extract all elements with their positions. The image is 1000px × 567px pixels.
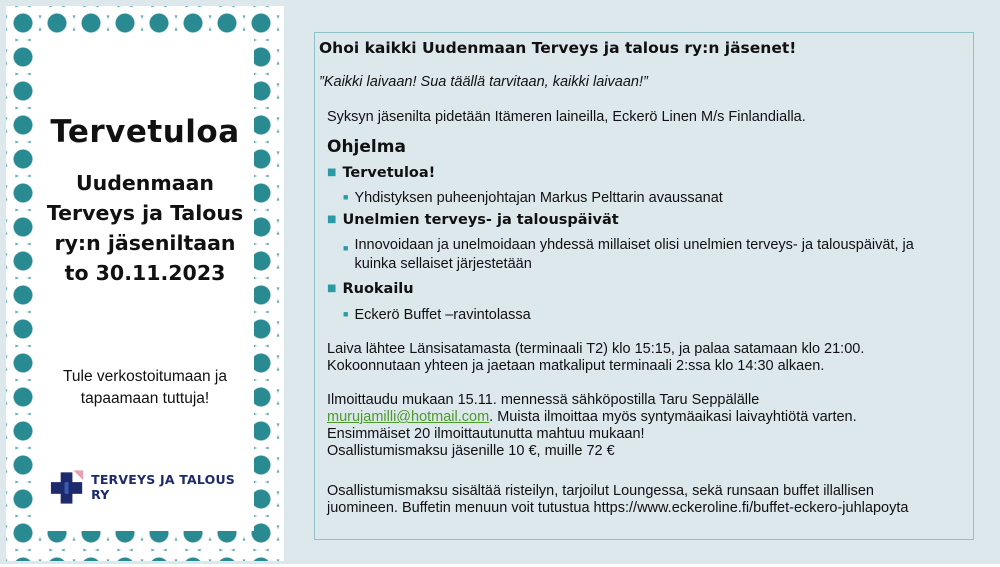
fee-details-line: juomineen. Buffetin menuun voit tutustua https://www.eckeroline.fi/buffet-eckero-juhlapoyta	[327, 500, 909, 516]
program-item	[327, 212, 619, 228]
program-detail-text: Yhdistyksen puheenjohtajan Markus Pelttarin avaussanat	[354, 190, 723, 206]
event-date: to 30.11.2023	[64, 261, 226, 285]
email-link[interactable]: murujamilli@hotmail.com	[327, 409, 490, 425]
welcome-title: Tervetuloa	[50, 114, 240, 150]
invite-line: tapaamaan tuttuja!	[80, 390, 210, 407]
program-item-title: Ruokailu	[342, 281, 414, 297]
program-detail-text: Innovoidaan ja unelmoidaan yhdessä millaiset olisi unelmien terveys- ja talouspäivät, ja kuinka sellaiset järjestetään	[354, 237, 914, 272]
program-item	[327, 165, 435, 181]
cross-logo-icon	[48, 468, 85, 506]
registration-email-line	[327, 409, 857, 426]
program-item-title: Tervetuloa!	[342, 165, 436, 181]
square-bullet-icon: ■	[327, 283, 337, 294]
registration-line: Ilmoittaudu mukaan 15.11. mennessä sähköpostilla Taru Seppälälle	[327, 392, 760, 408]
capacity-line: Ensimmäiset 20 ilmoittautunutta mahtuu mukaan!	[327, 426, 645, 442]
square-bullet-icon: ■	[343, 192, 349, 202]
headline: Ohoi kaikki Uudenmaan Terveys ja talous ry:n jäsenet!	[319, 39, 797, 57]
departure-info	[327, 341, 864, 375]
quote: ”Kaikki laivaan! Sua täällä tarvitaan, kaikki laivaan!”	[319, 74, 648, 90]
networking-invite	[36, 366, 254, 410]
subtitle-line: Terveys ja Talous	[46, 201, 244, 225]
fee-line: Osallistumismaksu jäsenille 10 €, muille 72 €	[327, 443, 615, 459]
program-item-title: Unelmien terveys- ja talouspäivät	[342, 212, 619, 228]
square-bullet-icon: ■	[327, 167, 337, 178]
program-item	[327, 281, 414, 297]
event-subtitle	[36, 168, 254, 288]
logo-text: TERVEYS JA TALOUS RY	[91, 472, 236, 502]
meeting-line: Kokoonnutaan yhteen ja jaetaan matkaliput terminaali 2:ssa klo 14:30 alkaen.	[327, 358, 825, 374]
registration-note: . Muista ilmoittaa myös syntymäaikasi laivayhtiötä varten.	[489, 409, 857, 425]
fee-details-line: Osallistumismaksu sisältää risteilyn, tarjoilut Loungessa, sekä runsaan buffet illallisen	[327, 483, 874, 499]
decorative-pattern-panel	[6, 6, 284, 561]
program-detail-text: Eckerö Buffet –ravintolassa	[354, 307, 531, 323]
event-details	[314, 32, 974, 540]
organization-logo	[44, 464, 254, 510]
title-card	[36, 36, 254, 531]
program-detail	[343, 188, 943, 208]
subtitle-line: ry:n jäseniltaan	[54, 231, 236, 255]
program-detail	[343, 236, 943, 274]
departure-line: Laiva lähtee Länsisatamasta (terminaali T2) klo 15:15, ja palaa satamaan klo 21:00.	[327, 341, 865, 357]
program-detail	[343, 305, 943, 325]
program-heading: Ohjelma	[327, 137, 406, 157]
intro-text: Syksyn jäsenilta pidetään Itämeren laineilla, Eckerö Linen M/s Finlandialla.	[327, 109, 806, 125]
square-bullet-icon: ■	[343, 243, 349, 253]
registration-info	[327, 392, 857, 460]
invite-line: Tule verkostoitumaan ja	[63, 368, 227, 385]
fee-details	[327, 483, 908, 517]
square-bullet-icon: ■	[343, 309, 349, 319]
subtitle-line: Uudenmaan	[75, 171, 215, 195]
square-bullet-icon: ■	[327, 214, 337, 225]
